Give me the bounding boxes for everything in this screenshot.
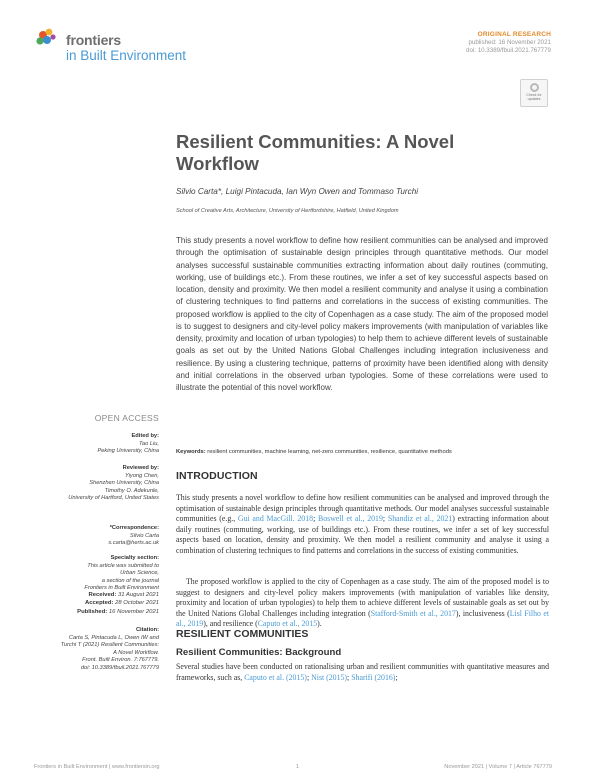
section-heading-resilient-communities: RESILIENT COMMUNITIES [176, 628, 309, 640]
citation-line: Turchi T (2021) Resilient Communities: [60, 642, 159, 649]
reviewer-name: Yiyong Chen, [124, 472, 159, 479]
accepted-date: Accepted: 28 October 2021 [84, 600, 159, 607]
correspondence-label: *Correspondence: [109, 525, 159, 531]
citation-link[interactable]: Caputo et al. (2015) [244, 672, 307, 682]
page-number: 1 [296, 764, 300, 770]
citation-link[interactable]: Lisl Filho et al., 2019 [176, 608, 550, 629]
citation-line: A Novel Workflow. [113, 649, 159, 656]
keywords-label: Keywords: [176, 449, 206, 455]
correspondence-block [108, 525, 159, 548]
received-date: Received: 31 August 2021 [88, 592, 159, 598]
article-header-meta [466, 31, 551, 55]
author-list: Silvio Carta*, Luigi Pintacuda, Ian Wyn Owen and Tommaso Turchi [176, 187, 419, 196]
intro-paragraph-2: The proposed workflow is applied to the city of Copenhagen as a case study. The aim of the proposed model is to suggest to designers and city-level policy makers improvements (with manipulation of variables like density, proximity and location of urban typologies) to help them to achieve different levels of sustainable goals as set out by the United Nations Global Challenges including integration (Stafford-Smith et al., 2017), inclusiveness (Lisl Filho et al., 2019), and resilience (Caputo et al., 2015). [176, 577, 550, 629]
reviewer-affiliation: Shenzhen University, China [89, 480, 159, 487]
abstract: This study presents a novel workflow to define how resilient communities can be analysed and improved through the optimisation of sustainable design principles through quantitative methods. Our model analyses successful sustainable communities extracting information about daily routines (commuting, working, use of buildings etc.). From these routines, we infer a set of key successful aspects based on location, density and proximity. We then model a resilient community and analyse it using a combination of clustering techniques to find patterns and correlations in the success of existing communities. The proposed workflow is applied to the city of Copenhagen as a case study. The aim of the proposed model is to suggest to designers and city-level policy makers improvements (with manipulation of variables like density, proximity and location of urban typologies) to help them to achieve different levels of sustainable goals as set out by the United Nations Global Challenges including integration inclusiveness and resilience. By using a clustering technique, patterns of proximity have been identified along with density and initial correlations in the observed urban typologies. Some of these correlations were used to illustrate the potential of this novel workflow. [176, 236, 548, 392]
keywords-list: resilient communities, machine learning, net-zero communities, resilience, quantitative methods [207, 449, 452, 455]
reviewer-affiliation: University of Hartford, United States [68, 495, 159, 502]
citation-link[interactable]: Sharifi (2016) [351, 672, 396, 682]
check-for-updates-badge[interactable] [520, 79, 548, 107]
citation-link[interactable]: Gui and MacGill. 2018 [237, 514, 314, 524]
specialty-line: This article was submitted to [87, 562, 159, 569]
citation-line: Front. Built Environ. 7:767779. [82, 657, 159, 664]
citation-link[interactable]: Caputo et al., 2015 [257, 619, 318, 629]
footer-journal: Frontiers in Built Environment | www.frontiersin.org [34, 764, 160, 770]
keywords [176, 449, 548, 455]
article-dates [77, 591, 159, 616]
section-heading-introduction: INTRODUCTION [176, 470, 258, 482]
editor-name: Tao Liu, [138, 440, 159, 447]
citation-line: Carta S, Pintacuda L, Owen IW and [68, 634, 159, 641]
specialty-section-label: Specialty section: [110, 555, 159, 561]
citation-label: Citation: [135, 627, 159, 633]
logo-frontiers-text: frontiers [66, 32, 121, 48]
open-access-label: OPEN ACCESS [94, 413, 159, 423]
updates-badge-label: Check for updates [526, 93, 542, 101]
article-type: ORIGINAL RESEARCH [477, 31, 551, 38]
citation-link[interactable]: Shandiz et al., 2021 [387, 514, 453, 524]
citation-link[interactable]: Nist (2015) [311, 672, 348, 682]
reviewed-by-block [68, 465, 159, 503]
journal-logo [34, 27, 194, 67]
specialty-section-block [84, 555, 159, 593]
specialty-line: Urban Science, [120, 570, 159, 577]
specialty-line: Frontiers in Built Environment [84, 585, 159, 592]
correspondence-email[interactable]: s.carta@herts.ac.uk [108, 540, 159, 547]
published-date: published: 16 November 2021 [468, 39, 551, 46]
intro-paragraph-1: This study presents a novel workflow to define how resilient communities can be analysed and improved through the optimisation of sustainable design principles through quantitative methods. Our model analyses successful sustainable communities (e.g., Gui and MacGill. 2018; Boswell et al., 2019; Shandiz et al., 2021) extracting information about daily routines (commuting, working, use of buildings etc.). From these routines, we infer a set of key successful aspects based on location, density and proximity. We then model a resilient community and analyse it using a combination of clustering techniques to find patterns and correlations in the success of existing communities. [176, 493, 549, 555]
citation-line: doi: 10.3389/fbuil.2021.767779 [80, 664, 159, 671]
footer-issue: November 2021 | Volume 7 | Article 767779 [444, 764, 552, 770]
frontiers-logo-icon [34, 27, 64, 51]
page-title: Resilient Communities: A Novel Workflow [176, 131, 455, 174]
specialty-line: a section of the journal [101, 577, 159, 584]
edited-by-block [97, 433, 159, 456]
citation-link[interactable]: Boswell et al., 2019 [318, 514, 383, 524]
edited-by-label: Edited by: [131, 433, 159, 439]
citation-link[interactable]: Stafford-Smith et al., 2017 [370, 608, 456, 618]
background-paragraph: Several studies have been conducted on rationalising urban and resilient communities with quantitative measures and frameworks, such as, Caputo et al. (2015); Nist (2015); Sharifi (2016); [176, 662, 549, 682]
editor-affiliation: Peking University, China [97, 448, 159, 455]
logo-journal-text: in Built Environment [66, 48, 187, 63]
published-date-sidebar: Published: 16 November 2021 [77, 608, 159, 615]
update-check-icon [530, 83, 539, 92]
affiliation: School of Creative Arts, Architecture, University of Hertfordshire, Hatfield, United Kingdom [176, 208, 399, 214]
subsection-heading-background: Resilient Communities: Background [176, 647, 342, 658]
header-doi: doi: 10.3389/fbuil.2021.767779 [466, 47, 551, 54]
reviewed-by-label: Reviewed by: [122, 465, 159, 471]
citation-block [61, 627, 159, 673]
correspondence-name: Silvio Carta [129, 532, 159, 539]
reviewer-name: Timothy O. Adekunle, [104, 487, 159, 494]
